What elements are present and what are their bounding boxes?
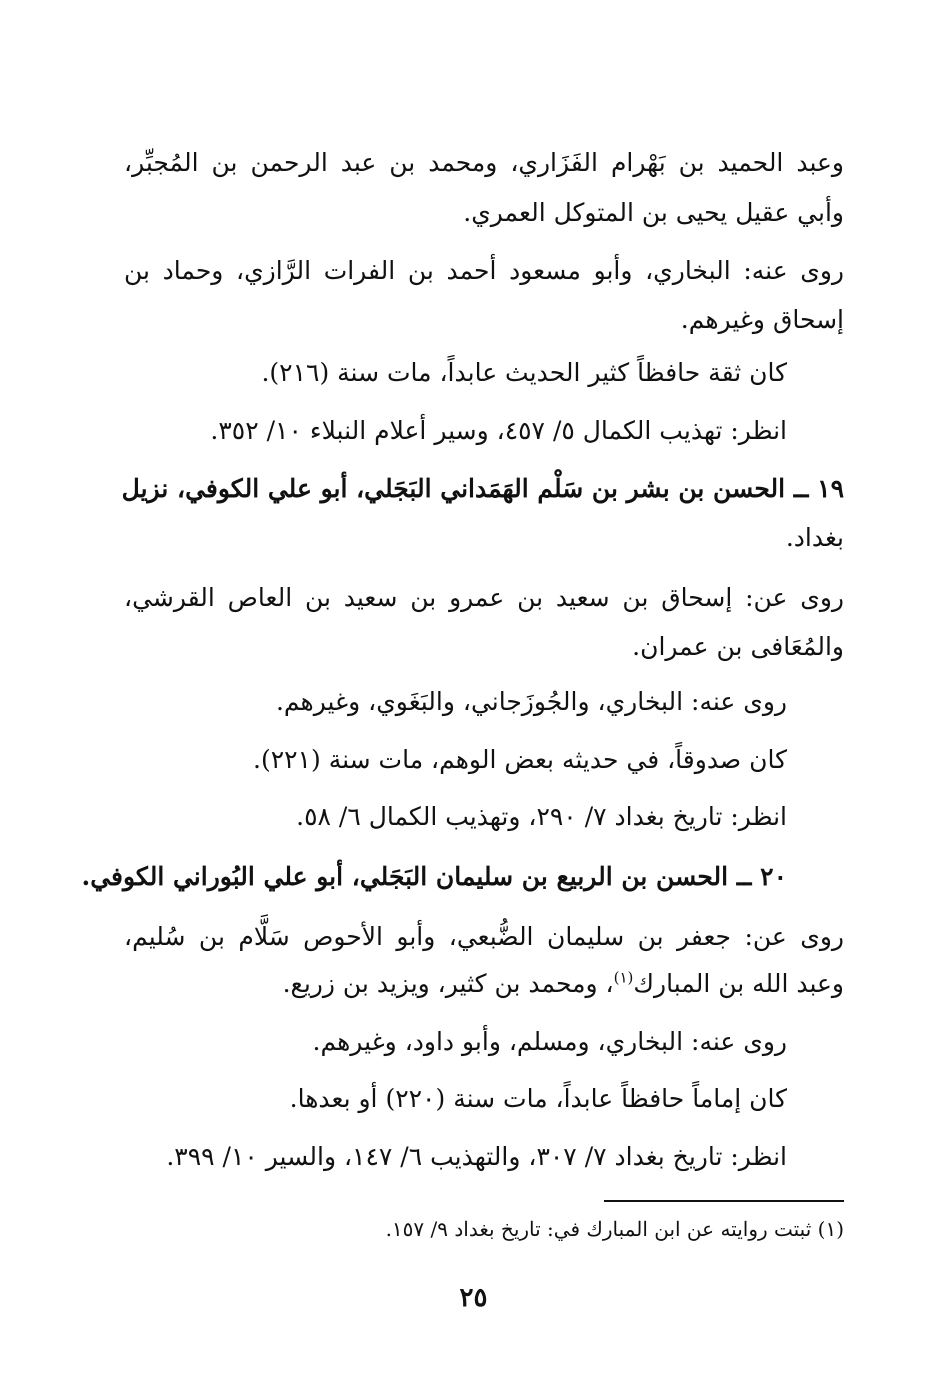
text-line-2: وأبي عقيل يحيى بن المتوكل العمري. xyxy=(463,198,844,227)
text-line-6: انظر: تهذيب الكمال ٥/ ٤٥٧، وسير أعلام النبلاء ١٠/ ٣٥٢. xyxy=(210,416,787,445)
text-line-11: روى عنه: البخاري، والجُوزَجاني، والبَغَوي، وغيرهم. xyxy=(275,687,787,716)
entry-19-heading: ١٩ ــ الحسن بن بشر بن سَلْم الهَمَداني البَجَلي، أبو علي الكوفي، نزيل xyxy=(121,474,844,503)
page-number: ٢٥ xyxy=(459,1283,488,1313)
text-line-16 xyxy=(283,967,844,1001)
text-line-15: روى عن: جعفر بن سليمان الضُّبعي، وأبو الأحوص سَلَّام بن سُليم، xyxy=(124,922,844,951)
text-line-12: كان صدوقاً، في حديثه بعض الوهم، مات سنة (٢٢١). xyxy=(253,745,787,774)
text-line-10: والمُعَافى بن عمران. xyxy=(632,632,844,661)
footnote: (١) ثبتت روايته عن ابن المبارك في: تاريخ بغداد ٩/ ١٥٧. xyxy=(385,1217,844,1241)
text-line-3: روى عنه: البخاري، وأبو مسعود أحمد بن الفرات الرَّازي، وحماد بن xyxy=(124,256,844,285)
footnote-separator xyxy=(604,1200,844,1202)
footnote-marker: (١) xyxy=(613,968,634,987)
text-line-16-part-1: وعبد الله بن المبارك xyxy=(633,969,844,998)
text-line-1: وعبد الحميد بن بَهْرام الفَزَاري، ومحمد بن عبد الرحمن بن المُجبِّر، xyxy=(124,148,844,177)
entry-20-heading: ٢٠ ــ الحسن بن الربيع بن سليمان البَجَلي، أبو علي البُوراني الكوفي. xyxy=(81,862,787,891)
text-line-8: بغداد. xyxy=(785,523,844,552)
text-line-13: انظر: تاريخ بغداد ٧/ ٢٩٠، وتهذيب الكمال ٦/ ٥٨. xyxy=(296,802,787,831)
text-line-4: إسحاق وغيرهم. xyxy=(680,305,844,334)
text-line-19: انظر: تاريخ بغداد ٧/ ٣٠٧، والتهذيب ٦/ ١٤٧، والسير ١٠/ ٣٩٩. xyxy=(166,1142,787,1171)
text-line-18: كان إماماً حافظاً عابداً، مات سنة (٢٢٠) أو بعدها. xyxy=(289,1084,787,1113)
text-line-5: كان ثقة حافظاً كثير الحديث عابداً، مات سنة (٢١٦). xyxy=(261,358,787,387)
text-line-17: روى عنه: البخاري، ومسلم، وأبو داود، وغيرهم. xyxy=(312,1027,787,1056)
text-line-16-part-2: ، ومحمد بن كثير، ويزيد بن زريع. xyxy=(282,969,614,998)
text-line-9: روى عن: إسحاق بن سعيد بن عمرو بن سعيد بن العاص القرشي، xyxy=(124,583,844,612)
